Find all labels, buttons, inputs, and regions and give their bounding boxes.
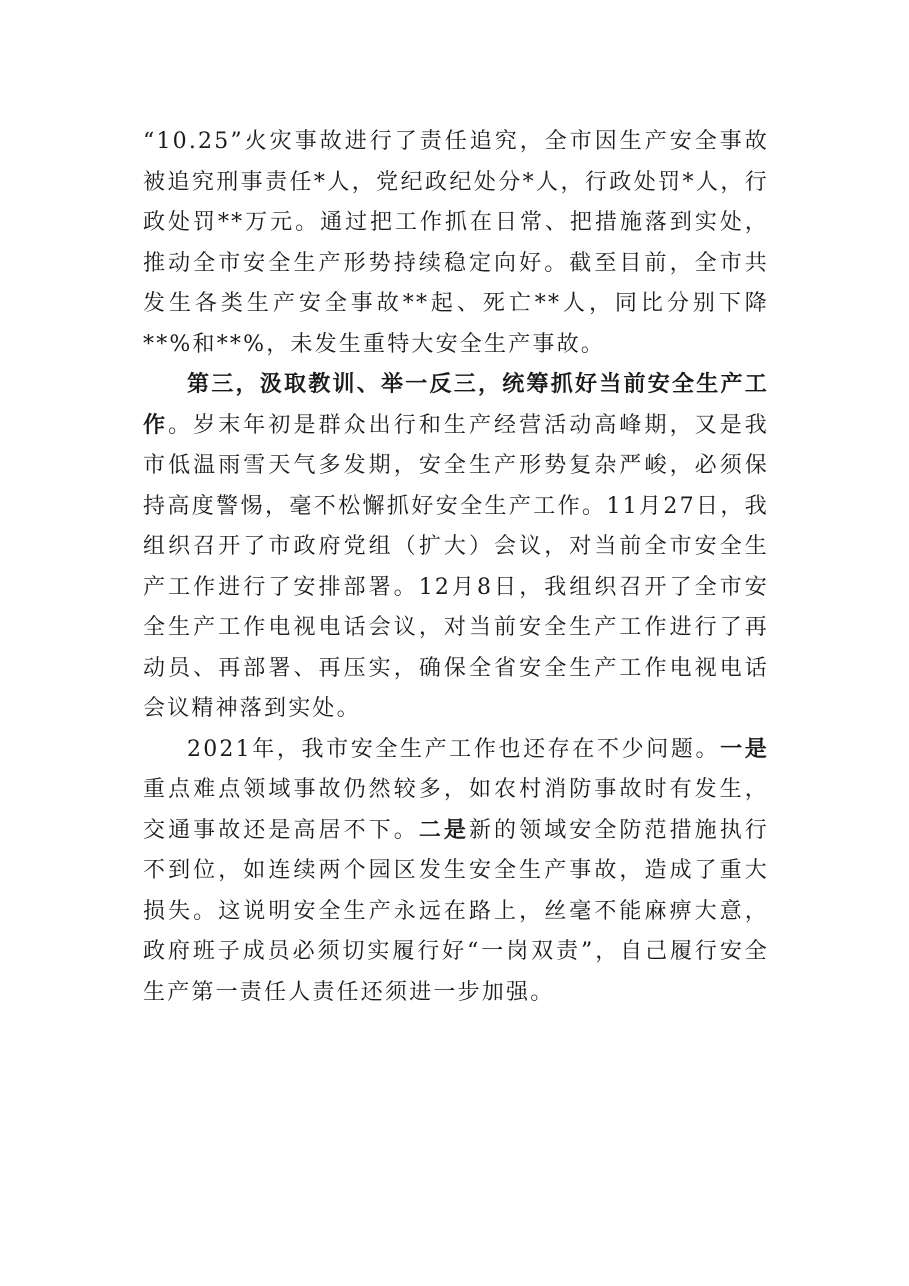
document-body xyxy=(143,122,769,1013)
paragraph-text: “10.25”火灾事故进行了责任追究，全市因生产安全事故被追究刑事责任*人，党纪政纪处分*人，行政处罚*人，行政处罚**万元。通过把工作抓在日常、把措施落到实处，推动全市安全生产形势持续稳定向好。截至目前，全市共发生各类生产安全事故**起、死亡**人，同比分别下降**%和**%，未发生重特大安全生产事故。 xyxy=(143,129,769,357)
point-label-first: 一是 xyxy=(720,736,770,762)
paragraph-text: 2021年，我市安全生产工作也还存在不少问题。 xyxy=(187,736,721,762)
section-heading-third: 第三，汲取教训、举一反三，统筹抓好当前安全生产工作 xyxy=(143,372,769,438)
paragraph-text: 。岁末年初是群众出行和生产经营活动高峰期，又是我市低温雨雪天气多发期，安全生产形势复杂严峻，必须保持高度警惕，毫不松懈抓好安全生产工作。11月27日，我组织召开了市政府党组（扩大）会议，对当前全市安全生产工作进行了安排部署。12月8日，我组织召开了全市安全生产工作电视电话会议，对当前安全生产工作进行了再动员、再部署、再压实，确保全省安全生产工作电视电话会议精神落到实处。 xyxy=(143,412,769,721)
paragraph-third-point xyxy=(143,365,769,730)
paragraph-accountability xyxy=(143,122,769,365)
paragraph-problems xyxy=(143,730,769,1014)
point-label-second: 二是 xyxy=(418,817,469,843)
paragraph-text: 重点难点领域事故仍然较多，如农村消防事故时有发生，交通事故还是高居不下。 xyxy=(143,777,769,843)
paragraph-text: 新的领域安全防范措施执行不到位，如连续两个园区发生安全生产事故，造成了重大损失。这说明安全生产永远在路上，丝毫不能麻痹大意，政府班子成员必须切实履行好“一岗双责”，自己履行安全生产第一责任人责任还须进一步加强。 xyxy=(143,817,770,1005)
